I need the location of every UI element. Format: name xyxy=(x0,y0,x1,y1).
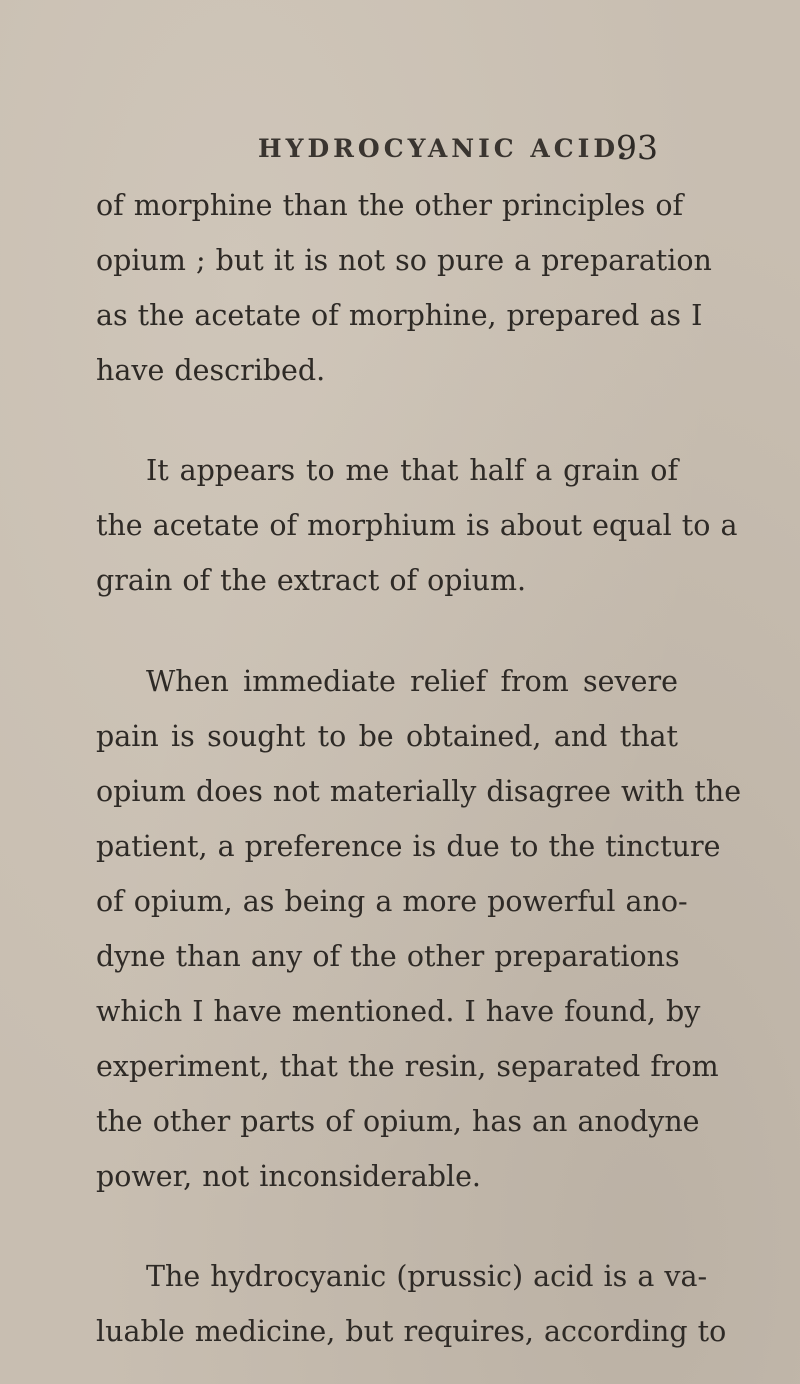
text-line: It appears to me that half a grain of xyxy=(146,454,678,487)
text-line: the other parts of opium, has an anodyne xyxy=(96,1105,700,1138)
text-line: experiment, that the resin, separated from xyxy=(96,1050,719,1083)
running-head: HYDROCYANIC ACID. xyxy=(258,134,631,163)
text-line: of opium, as being a more powerful ano- xyxy=(96,885,688,918)
page-header xyxy=(0,128,800,168)
text-line: grain of the extract of opium. xyxy=(96,564,527,597)
text-line: pain is sought to be obtained, and that xyxy=(96,720,678,753)
text-line: dyne than any of the other preparations xyxy=(96,940,680,973)
page-number: 93 xyxy=(616,128,658,167)
text-line: have described. xyxy=(96,354,326,387)
text-line: the acetate of morphium is about equal to a xyxy=(96,509,738,542)
text-line: luable medicine, but requires, according to xyxy=(96,1315,727,1348)
text-line: power, not inconsiderable. xyxy=(96,1160,481,1193)
text-line: as the acetate of morphine, prepared as I xyxy=(96,299,703,332)
text-line: patient, a preference is due to the tincture xyxy=(96,830,721,863)
text-line: of morphine than the other principles of xyxy=(96,189,684,222)
text-line: The hydrocyanic (prussic) acid is a va- xyxy=(146,1260,708,1293)
text-line: opium does not materially disagree with the xyxy=(96,775,742,808)
text-line: which I have mentioned. I have found, by xyxy=(96,995,701,1028)
text-line: When immediate relief from severe xyxy=(146,665,678,698)
text-line: opium ; but it is not so pure a preparation xyxy=(96,244,712,277)
